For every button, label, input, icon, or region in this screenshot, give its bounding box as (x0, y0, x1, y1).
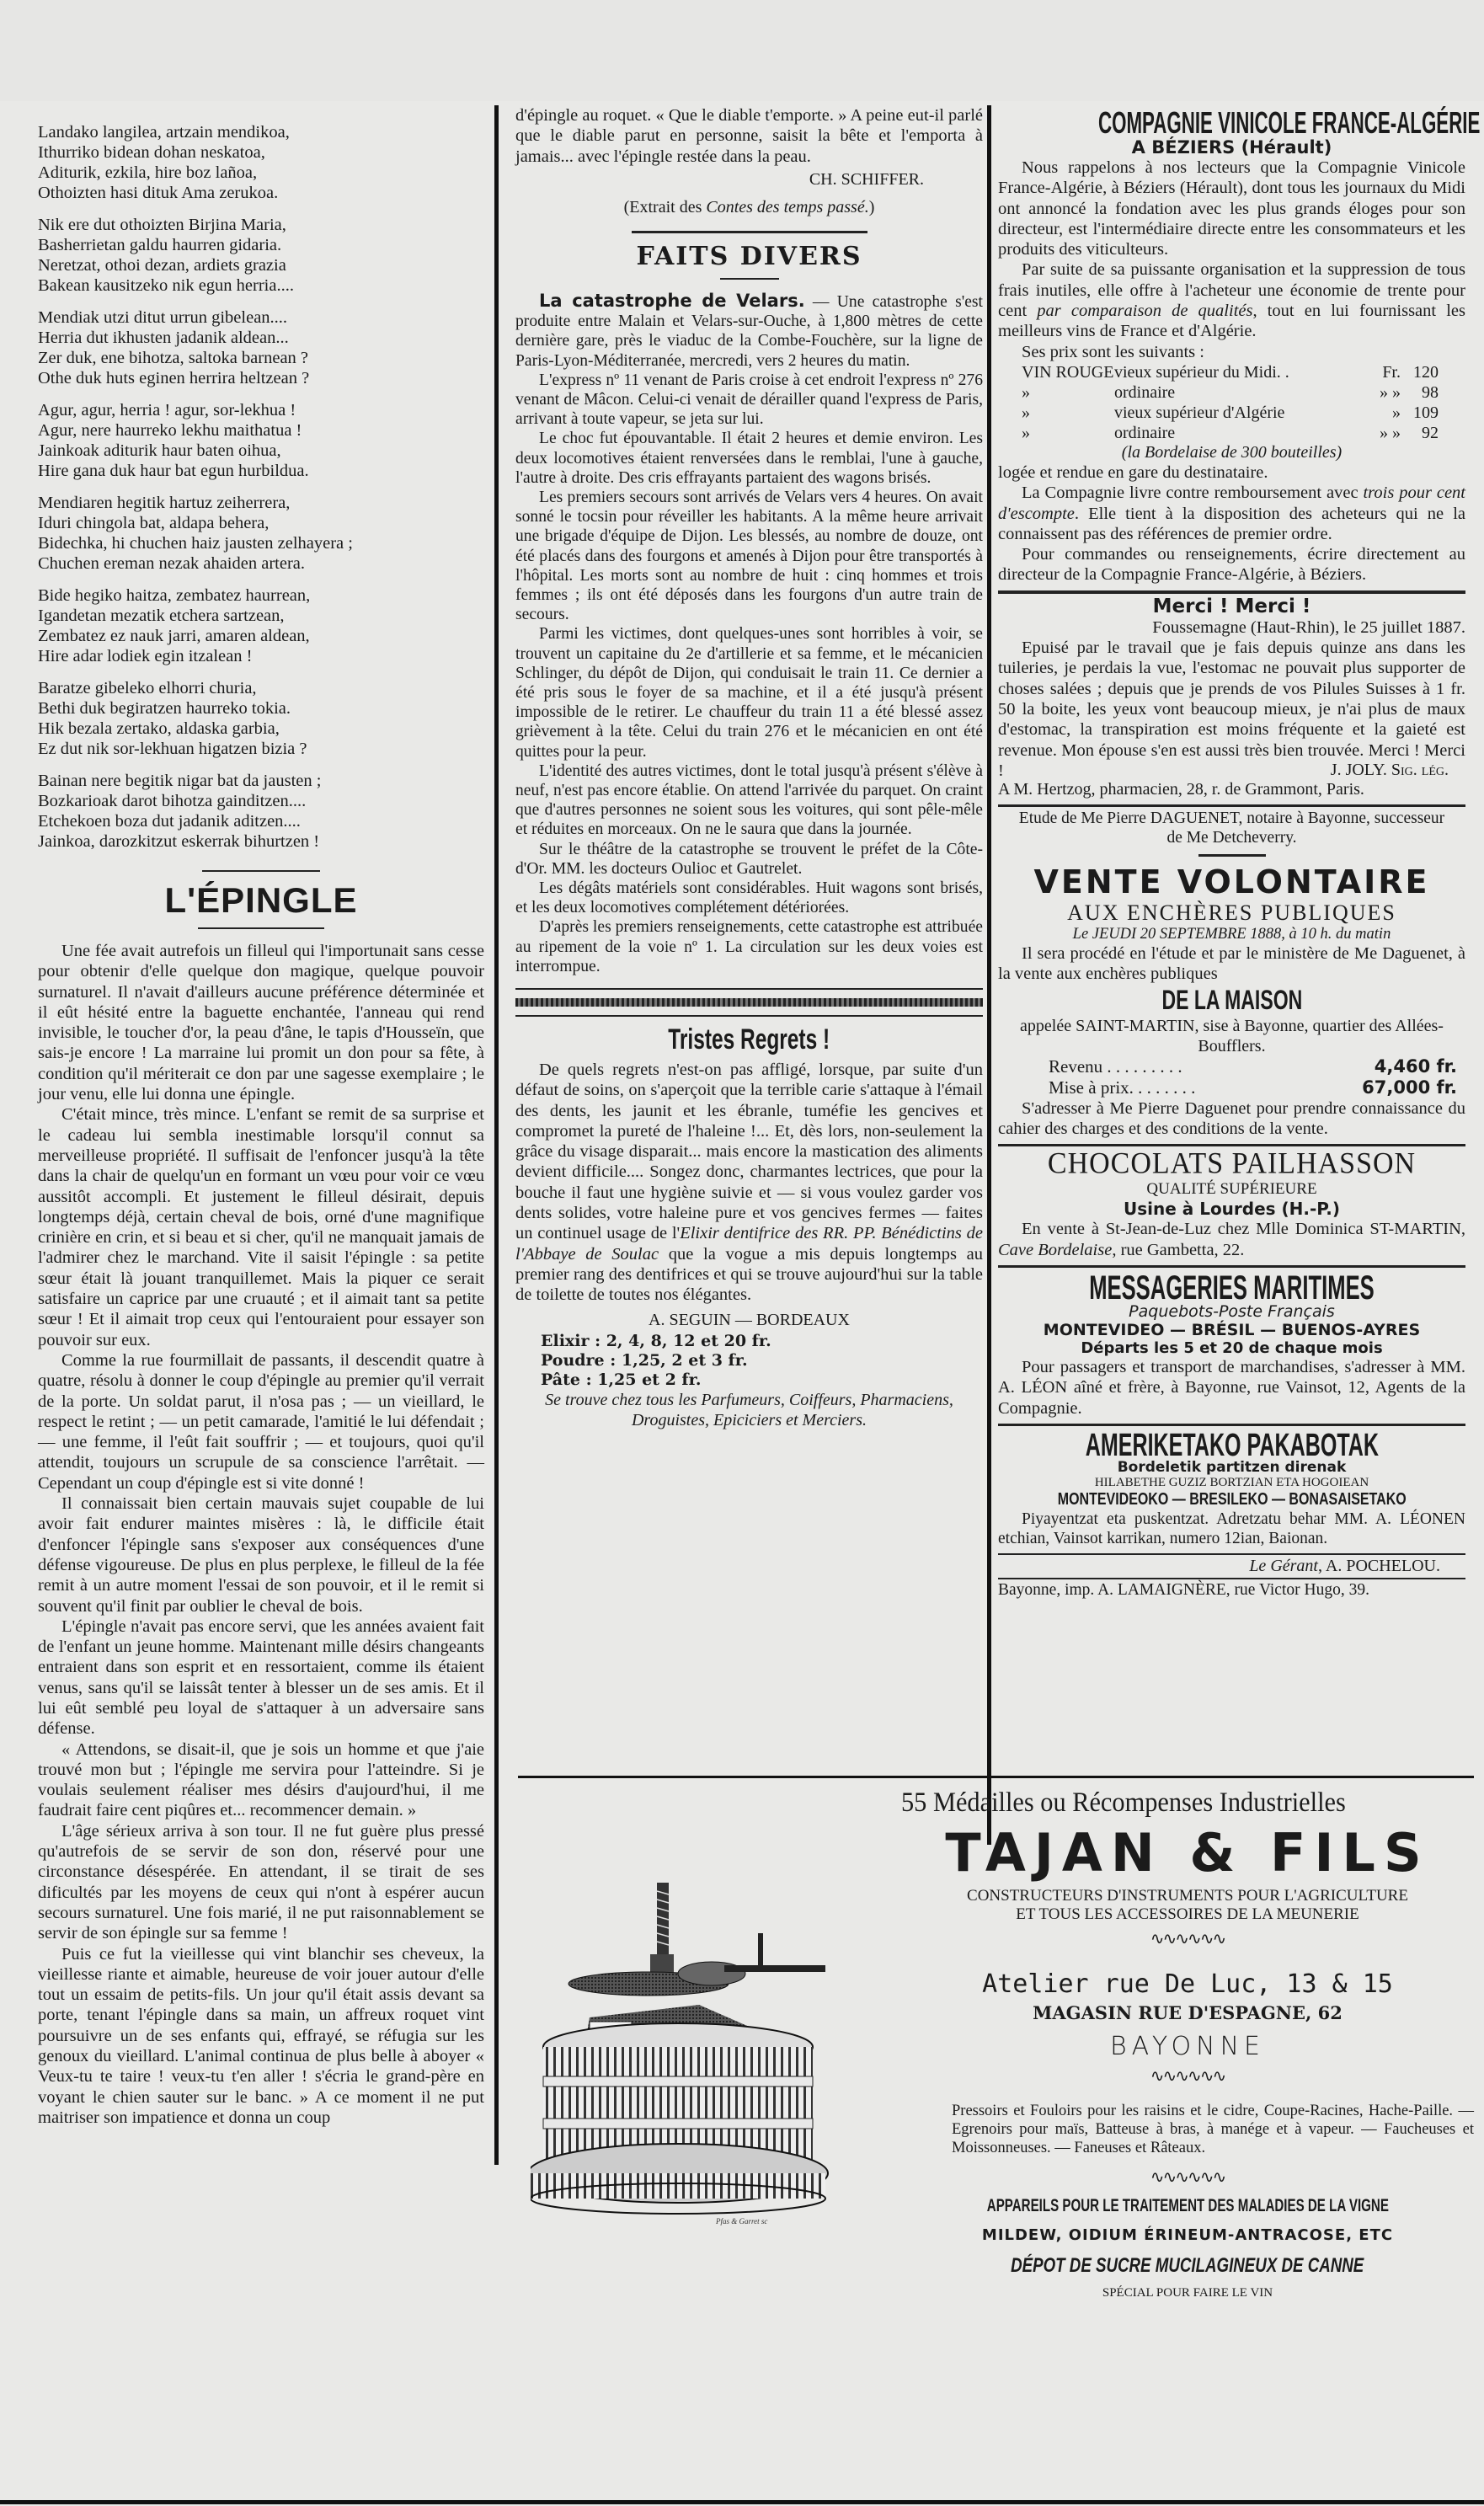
vente-date: Le JEUDI 20 SEPTEMBRE 1888, à 10 h. du matin (1072, 926, 1391, 943)
paragraph: Une fée avait autrefois un filleul qui l'importunait sans cesse pour obtenir d'elle quelque don magique, quelque pouvoir surnaturel. Il n'avait d'ailleurs aucune préférence déterminée et il eût hésité entre la baguette enchantée, l'anneau qui rend invisible, le toucher d'or, la peau d'âne, le tapis d'Housseïn, que sais-je encore ! La marraine lui promit un don pour sa fête, à condition qu'il mériterait ce don par une sagesse exemplaire ; le jour venu, elle lui donna une épingle. (38, 942, 484, 1104)
vente-title: VENTE VOLONTAIRE (1033, 863, 1430, 901)
poem-line: Jainkoa, darozkitzut eskerrak bihurtzen ! (38, 832, 320, 851)
paragraph: Le choc fut épouvantable. Il était 2 heures et demie environ. Les deux locomotives étaient renversées dans le remblai, l'une à gauche, l'autre à droite. Des cris effrayants partaient des wagons brisés. (515, 430, 983, 487)
tajan-appareils: APPAREILS POUR LE TRAITEMENT DES MALADIES DE LA VIGNE (986, 2196, 1389, 2215)
price-poudre: Poudre : 1,25, 2 et 3 fr. (541, 1350, 748, 1370)
wine-price-cell: 92 (1422, 423, 1439, 442)
ameriketako-line: HILABETHE GUZIZ BORTZIAN ETA HOGOIEAN (1094, 1475, 1369, 1489)
poem-line: Othe duk huts eginen herrira heltzean ? (38, 369, 310, 387)
poem-stanza (38, 400, 484, 481)
poem-line: Bidechka, hi chuchen haiz jausten zelhayera ; (38, 534, 353, 553)
revenu-row: Revenu . . . . . . . . . 4,460 fr. (1049, 1055, 1457, 1077)
headline: La catastrophe de Velars. (539, 290, 805, 311)
vente-maison: DE LA MAISON (1161, 984, 1302, 1015)
tajan-mildew: MILDEW, OIDIUM ÉRINEUM-ANTRACOSE, ETC (981, 2226, 1394, 2244)
wine-price-cell: » (1022, 403, 1030, 422)
column-rule-right (987, 105, 991, 1845)
wavy-divider: ∿∿∿∿∿∿ (1150, 2168, 1225, 2187)
tajan-magasin: MAGASIN RUE D'ESPAGNE, 62 (1033, 2002, 1343, 2023)
lever-handle (724, 1965, 825, 1972)
poem-line: Bainan nere begitik nigar bat da jausten ; (38, 772, 322, 790)
wine-price-row (1022, 403, 1465, 423)
bottom-rule (0, 2500, 1484, 2504)
basque-poem (38, 122, 484, 852)
wine-price-cell: vieux supérieur d'Algérie (1114, 403, 1285, 422)
chocolats-title: CHOCOLATS PAILHASSON (1047, 1147, 1417, 1181)
poem-stanza (38, 493, 484, 574)
faits-divers-body (515, 291, 983, 976)
wine-press-illustration (531, 1866, 842, 2228)
messageries-departs: Départs les 5 et 20 de chaque mois (1081, 1338, 1383, 1357)
ameriketako-body: Piyayentzat eta puskentzat. Adretzatu behar MM. A. LÉONEN etchian, Vainsot karrikan, numero 12ian, Baionan. (998, 1509, 1465, 1547)
merci-signature: J. JOLY. Sig. lég. (1330, 761, 1449, 780)
paragraph: La catastrophe de Velars. — Une catastrophe s'est produite entre Malain et Velars-sur-Ouche, à 1,800 mètres de cette dernière gare, près le viaduc de la Combe-Fouchère, sur la ligne de Paris-Lyon-Méditerranée, mercredi, vers 2 heures du matin. (515, 290, 983, 370)
paragraph: Il connaissait bien certain mauvais sujet coupable de lui avoir fait endurer maintes misères : là, le difficile était d'enfoncer l'épingle sans s'exposer aux conséquences d'une défense vigoureuse. De plus en plus perplexe, le filleul de la fée remit à un autre moment l'essai de son pouvoir, et il le remit si souvent qu'il finit par oublier le cheval de bois. (38, 1494, 484, 1616)
engraver-signature: Pfas & Garret sc (716, 2217, 768, 2225)
wine-price-table (998, 362, 1465, 443)
poem-line: Neretzat, othoi dezan, ardiets grazia (38, 256, 286, 275)
epingle-title: L'ÉPINGLE (164, 880, 358, 920)
vente-etude: Etude de Me Pierre DAGUENET, notaire à Bayonne, successeur de Me Detcheverry. (1018, 810, 1445, 847)
divider (720, 278, 779, 280)
vente-address: appelée SAINT-MARTIN, sise à Bayonne, quartier des Allées-Boufflers. (1020, 1016, 1444, 1055)
author-signature: CH. SCHIFFER. (809, 169, 924, 189)
poem-line: Mendiak utzi ditut urrun gibelean.... (38, 308, 288, 327)
column-rule-left (494, 105, 499, 2165)
wine-price-cell: » » (1380, 423, 1401, 442)
paragraph: Les premiers secours sont arrivés de Velars vers 4 heures. On avait sonné le tocsin pour réveiller les habitants. A la même heure arrivait une brigade d'équipe de Dijon. Les blessés, au nombre de douze, ont été placés dans des fourgons et amenés à Dijon pour être transportés à l'hôpital. Les morts sont au nombre de huit : cinq hommes et trois femmes ; ils ont été déposés dans les fourgons d'un autre train de secours. (515, 488, 983, 624)
poem-stanza (38, 122, 484, 203)
paragraph: D'après les premiers renseignements, cette catastrophe est attribuée au ripement de la voie nº 1. La circulation sur les deux voies est interrompue. (515, 918, 983, 975)
wine-price-cell: » (1022, 382, 1030, 402)
poem-line: Etchekoen boza dut jadanik aditzen.... (38, 812, 301, 831)
divider (998, 1144, 1465, 1146)
poem-line: Zer duk, ene bihotza, saltoka barnean ? (38, 349, 309, 367)
vente-subtitle: AUX ENCHÈRES PUBLIQUES (1067, 900, 1396, 926)
divider (202, 870, 320, 872)
paragraph: d'épingle au roquet. « Que le diable t'emporte. » A peine eut-il parlé que le diable parut en personne, saisit la bête et l'emporta à jamais... avec l'épingle restée dans la peau. (515, 106, 984, 166)
poem-line: Landako langilea, artzain mendikoa, (38, 123, 290, 142)
paragraph: Comme la rue fourmillait de passants, il descendit quatre à quatre, résolu à donner le coup d'épingle au premier qu'il verrait de la porte. Un soldat parut, il n'osa pas ; — un vieillard, le respect le retint ; — un petit camarade, l'amitié le lui défendait ; — une femme, il l'eût fait souffrir ; — et toujours, quoi qu'il attendit, toujours un scrupule de sa conscience l'arrêtait. — Cependant un coup d'épingle est si vite donné ! (38, 1350, 484, 1493)
divider (998, 804, 1465, 807)
wavy-divider: ∿∿∿∿∿∿ (1150, 1930, 1225, 1948)
paragraph: C'était mince, très mince. L'enfant se remit de sa surprise et le cadeau lui sembla inestimable lorsqu'il connut sa merveilleuse propriété. Il suffisait de l'enfoncer jusqu'à la tête dans la chair de quelqu'un en formant un vœu pour voir ce vœu aussitôt accompli. Et justement le filleul désirait, depuis longtemps déjà, certain cheval de bois, orné d'une magnifique crinière en crin, et si beau et si cher, qu'il ne manquait jamais de l'admirer chez le marchand. Vite il saisit l'épingle : sa petite sœur était là jouant tranquillemet. Mais la piquer ce serait satisfaire un caprice par une cruauté ; et il aimait tant sa petite sœur ! Et il aimait trop ceux qui l'entouraient pour essayer son pouvoir sur eux. (38, 1105, 484, 1349)
chocolats-body: En vente à St-Jean-de-Luz chez Mlle Dominica ST-MARTIN, Cave Bordelaise, rue Gambetta, 22. (998, 1220, 1465, 1259)
maker: A. SEGUIN — BORDEAUX (649, 1310, 850, 1329)
chocolats-usine: Usine à Lourdes (H.-P.) (1123, 1199, 1341, 1220)
right-column (998, 105, 1481, 1600)
poem-line: Nik ere dut othoizten Birjina Maria, (38, 216, 286, 234)
divider (998, 590, 1465, 594)
epingle-story (38, 941, 484, 2128)
tajan-line1: CONSTRUCTEURS D'INSTRUMENTS POUR L'AGRICULTURE (967, 1887, 1408, 1905)
poem-line: Hire adar lodiek egin itzalean ! (38, 647, 253, 665)
tajan-line2: ET TOUS LES ACCESSOIRES DE LA MEUNERIE (1016, 1905, 1359, 1923)
wavy-divider: ∿∿∿∿∿∿ (1150, 2067, 1225, 2086)
wine-price-cell: ordinaire (1114, 423, 1176, 442)
messageries-body: Pour passagers et transport de marchandises, s'adresser à MM. A. LÉON aîné et frère, à Bayonne, rue Vainsot, 12, Agents de la Compagnie. (998, 1357, 1465, 1418)
poem-stanza (38, 585, 484, 666)
poem-line: Hik bezala zertako, aldaska garbia, (38, 719, 280, 738)
poem-line: Hire gana duk haur bat egun hurbildua. (38, 462, 309, 480)
wine-price-row (1022, 382, 1465, 403)
wine-price-cell: » » (1380, 382, 1401, 402)
poem-line: Iduri chingola bat, aldapa behera, (38, 514, 270, 532)
merci-body: Foussemagne (Haut-Rhin), le 25 juillet 1887. Epuisé par le travail que je fais depuis quinze ans dans les tuileries, je perdais la vue, l'estomac ne pouvait plus supporter de choses salées ; depuis que je prends de vos Pilules Suisses à 1 fr. 50 la boite, les yeux vont beaucoup mieux, je n'ai plus de maux d'estomac, la transpiration est moins fréquente et la gaieté est revenue. Mon épouse s'en est aussi très bien trouvée. Merci ! Merci ! (998, 617, 1465, 780)
paragraph: Parmi les victimes, dont quelques-unes sont horribles à voir, se trouvent un capitaine du 2e d'artillerie et sa femme, et le mécanicien Schlinger, du dépôt de Dijon, qui conduisait le train 11. Ce dernier a été pris sous le foyer de sa machine, et il a été jusqu'à présent impossible de le retirer. Le chauffeur du train 11 a été blessé assez grièvement à la tête. Celui du train 276 et le mécanicien en ont été quittes pour la peur. (515, 625, 983, 761)
left-column (38, 122, 484, 2128)
wine-price-cell: » (1022, 423, 1030, 442)
tajan-atelier: Atelier rue De Luc, 13 & 15 (982, 1969, 1393, 1999)
price-pate: Pâte : 1,25 et 2 fr. (541, 1370, 702, 1389)
faits-divers-title: FAITS DIVERS (636, 241, 862, 271)
divider (515, 1015, 983, 1017)
ameriketako-title: AMERIKETAKO PAKABOTAK (1085, 1427, 1379, 1463)
paragraph: Puis ce fut la vieillesse qui vint blanchir ses cheveux, la vieillesse riante et aimable, heureuse de voir jouer autour d'elle tout un essaim de petits-fils. Un jour qu'il était assis devant sa porte, tenant l'épingle dans sa main, un affreux roquet vint poursuivre un de ses enfants qui, effrayé, se réfugia sur les genoux du vieillard. L'animal continua de plus belle à aboyer « Veux-tu te taire ! veux-tu t'en aller ! s'écria le grand-père en voyant le chien sauter sur le banc. » A ce moment il ne put maitriser son impatience et donna un coup (38, 1944, 484, 2127)
tajan-medals: 55 Médailles ou Récompenses Industrielles (901, 1787, 1346, 1818)
divider (998, 1424, 1465, 1426)
messageries-subtitle: Paquebots-Poste Français (1129, 1301, 1335, 1321)
poem-stanza (38, 771, 484, 852)
paragraph: Sur le théâtre de la catastrophe se trouvent le préfet de la Côte-d'Or. MM. les docteurs Oulioc et Gautrelet. (515, 840, 983, 878)
vinicole-subtitle: A BÉZIERS (Hérault) (1131, 137, 1332, 158)
paragraph: Les dégâts matériels sont considérables. Huit wagons sont brisés, et les deux locomotives complétement détériorées. (515, 879, 983, 917)
wine-price-row (1022, 423, 1465, 443)
poem-line: Zembatez ez nauk jarri, amaren aldean, (38, 627, 310, 645)
divider (515, 988, 983, 990)
wine-price-cell: 120 (1413, 362, 1439, 382)
merci-address: A M. Hertzog, pharmacien, 28, r. de Grammont, Paris. (998, 780, 1364, 799)
poem-line: Bethi duk begiratzen haurreko tokia. (38, 699, 291, 718)
wine-price-cell: vieux supérieur du Midi. . (1114, 362, 1289, 382)
divider (1198, 854, 1266, 857)
divider (998, 1265, 1465, 1268)
middle-column (515, 105, 983, 1430)
mise-a-prix-row: Mise à prix. . . . . . . . 67,000 fr. (1049, 1077, 1457, 1098)
divider (198, 927, 324, 929)
gerant-line: Le Gérant, A. POCHELOU. (1249, 1556, 1440, 1575)
poem-line: Jainkoak aditurik haur baten oihua, (38, 441, 281, 460)
poem-line: Aditurik, ezkila, hire boz lañoa, (38, 163, 258, 182)
imprint-line: Bayonne, imp. A. LAMAIGNÈRE, rue Victor Hugo, 39. (998, 1580, 1369, 1599)
tajan-products: Pressoirs et Fouloirs pour les raisins et le cidre, Coupe-Racines, Hache-Paille. — Egrenoirs pour maïs, Batteuse à bras, à manége et à vapeur. — Faucheuses et Moissonneuses. — Faneuses et Râteaux. (952, 2103, 1474, 2156)
price-elixir: Elixir : 2, 4, 8, 12 et 20 fr. (541, 1331, 771, 1350)
divider (998, 1553, 1465, 1555)
vente-contact: S'adresser à Me Pierre Daguenet pour prendre connaissance du cahier des charges et des conditions de la vente. (998, 1098, 1465, 1139)
vente-body: Il sera procédé en l'étude et par le ministère de Me Daguenet, à la vente aux enchères publiques (998, 944, 1465, 984)
poem-line: Chuchen ereman nezak ahaiden artera. (38, 554, 305, 573)
ameriketako-subtitle: Bordeletik partitzen direnak (1117, 1458, 1347, 1476)
poem-line: Bakean kausitzeko nik egun herria.... (38, 276, 294, 295)
merci-title: Merci ! Merci ! (1152, 595, 1311, 617)
paragraph: L'identité des autres victimes, dont le total jusqu'à présent s'élève à neuf, n'est pas encore établie. On attend l'arrivée du parquet. On craint que d'autres personnes ne soient sous les voitures, qui sont pêle-mêle et réduites en morceaux. On ne le saura que dans la journée. (515, 761, 983, 839)
poem-line: Ez dut nik sor-lekhuan higatzen bizia ? (38, 740, 307, 758)
poem-line: Agur, nere haurreko lekhu maithatua ! (38, 421, 302, 440)
wine-price-cell: Fr. (1382, 362, 1401, 382)
chocolats-quality: QUALITÉ SUPÉRIEURE (1146, 1180, 1317, 1199)
poem-line: Bozkarioak darot bihotza gainditzen.... (38, 792, 307, 810)
poem-line: Herria dut ikhusten jadanik aldean... (38, 329, 289, 347)
tajan-title: TAJAN & FILS (945, 1822, 1430, 1884)
poem-line: Baratze gibeleko elhorri churia, (38, 679, 257, 697)
page-top-margin (0, 0, 1484, 101)
paragraph: « Attendons, se disait-il, que je sois un homme et que j'aie trouvé mon but ; l'épingle me servira pour l'atteindre. Si je voulais seulement réaliser mes désirs d'aujourd'hui, il me faudrait faire cent piqûres et... recommencer demain. » (38, 1739, 484, 1820)
tajan-city: BAYONNE (1110, 2032, 1265, 2061)
tristes-regrets-title: Tristes Regrets ! (668, 1023, 830, 1055)
tajan-special: SPÉCIAL POUR FAIRE LE VIN (1102, 2286, 1273, 2300)
vinicole-body: Nous rappelons à nos lecteurs que la Compagnie Vinicole France-Algérie, à Béziers (Hérault), dont tous les journaux du Midi ont annoncé la fondation avec les plus grands éloges pour son directeur, est l'intermédiaire directe entre les consommateurs et les produits des viticulteurs. Par suite de sa puissante organisation et la suppression de tous frais inutiles, elle offre à l'acheteur une économie de trente pour cent par comparaison de qualités, tout en lui fournissant les meilleurs vins de France et d'Algérie. Ses prix sont les suivants : (998, 158, 1465, 361)
poem-line: Othoizten hasi dituk Ama zerukoa. (38, 184, 279, 202)
poem-line: Agur, agur, herria ! agur, sor-lekhua ! (38, 401, 296, 419)
bordelaise-note: (la Bordelaise de 300 bouteilles) (1121, 442, 1343, 462)
paragraph: L'âge sérieux arriva à son tour. Il ne fut guère plus pressé qu'autrefois de se servir de son don, réservé pour une circonstance désespérée. En attendant, il se tirait de ses dificultés par les moyens de ceux qui n'ont à espérer aucun secours surnaturel. Une fois marié, il ne put raisonnablement se servir de son épingle sur sa femme ! (38, 1821, 484, 1943)
poem-line: Bide hegiko haitza, zembatez haurrean, (38, 586, 311, 605)
vinicole-title: COMPAGNIE VINICOLE FRANCE-ALGÉRIE (1097, 105, 1481, 140)
ameriketako-routes: MONTEVIDEOKO — BRESILEKO — BONASAISETAKO (1057, 1489, 1407, 1509)
divider (632, 231, 867, 233)
wine-price-cell: 98 (1422, 382, 1439, 402)
tristes-regrets-body: De quels regrets n'est-on pas affligé, lorsque, par suite d'un défaut de soins, on s'aperçoit que la terrible carie s'attaque à l'émail des dents, les jaunit et les ébranle, tuméfie les gencives et compromet la pureté de l'haleine !... Et, dès lors, non-seulement la grâce du visage disparait... mais encore la mastication des aliments devient difficile.... Songez donc, charmantes lectrices, que pour la bouche il faut une hygiène suivie et — si vous voulez garder vos dents solides, votre haleine pure et vos gencives fermes — faites un continuel usage de l'Elixir dentifrice des RR. PP. Bénédictins de l'Abbaye de Soulac que la vogue a mis depuis longtemps au premier rang des dentifrices et qui se trouve aujourd'hui sur la table de toilette de toutes nos élégantes. (515, 1061, 983, 1305)
epingle-story-continued (515, 105, 983, 167)
wine-price-cell: VIN ROUGE (1022, 362, 1114, 382)
messageries-routes: MONTEVIDEO — BRÉSIL — BUENOS-AYRES (1043, 1320, 1421, 1339)
poem-line: Igandetan mezatik etchera sartzean, (38, 606, 285, 625)
paragraph: L'épingle n'avait pas encore servi, que les années avaient fait de l'enfant un jeune homme. Maintenant mille désirs changeants entraient dans son esprit et en ressortaient, comme ils étaient venus, sans qu'il se laissât tenter à blesser un de ses amis. Et il lui eût semblé peu loyal de s'attaquer à un adversaire sans défense. (38, 1616, 484, 1739)
poem-stanza (38, 307, 484, 388)
tajan-depot: DÉPOT DE SUCRE MUCILAGINEUX DE CANNE (1011, 2254, 1364, 2277)
availability: Se trouve chez tous les Parfumeurs, Coiffeurs, Pharmaciens, Droguistes, Epiciciers et Merciers. (545, 1390, 953, 1429)
tajan-advertisement (901, 1777, 1474, 2300)
poem-line: Ithurriko bidean dohan neskatoa, (38, 143, 265, 162)
poem-line: Basherrietan galdu haurren gidaria. (38, 236, 282, 254)
divider (998, 1578, 1465, 1579)
source-citation: (Extrait des Contes des temps passé.) (623, 197, 875, 216)
wine-price-cell: ordinaire (1114, 382, 1176, 402)
poem-stanza (38, 678, 484, 759)
poem-line: Mendiaren hegitik hartuz zeiherrera, (38, 494, 291, 512)
poem-stanza (38, 215, 484, 296)
wine-price-cell: 109 (1413, 403, 1439, 422)
paragraph: L'express nº 11 venant de Paris croise à cet endroit l'express nº 276 venant de Mâcon. Celui-ci venait de dérailler quand l'express de Paris, arrivant à toute vapeur, se jeta sur lui. (515, 371, 983, 429)
wine-price-cell: » (1392, 403, 1401, 422)
messageries-title: MESSAGERIES MARITIMES (1089, 1269, 1375, 1306)
vinicole-body-2: logée et rendue en gare du destinataire. La Compagnie livre contre remboursement avec trois pour cent d'escompte. Elle tient à la disposition des acheteurs qui ne la connaissent pas des références de premier ordre. Pour commandes ou renseignements, écrire directement au directeur de la Compagnie France-Algérie, à Béziers. (998, 462, 1465, 585)
ornamental-band (515, 998, 983, 1007)
wine-price-row (1022, 362, 1465, 382)
